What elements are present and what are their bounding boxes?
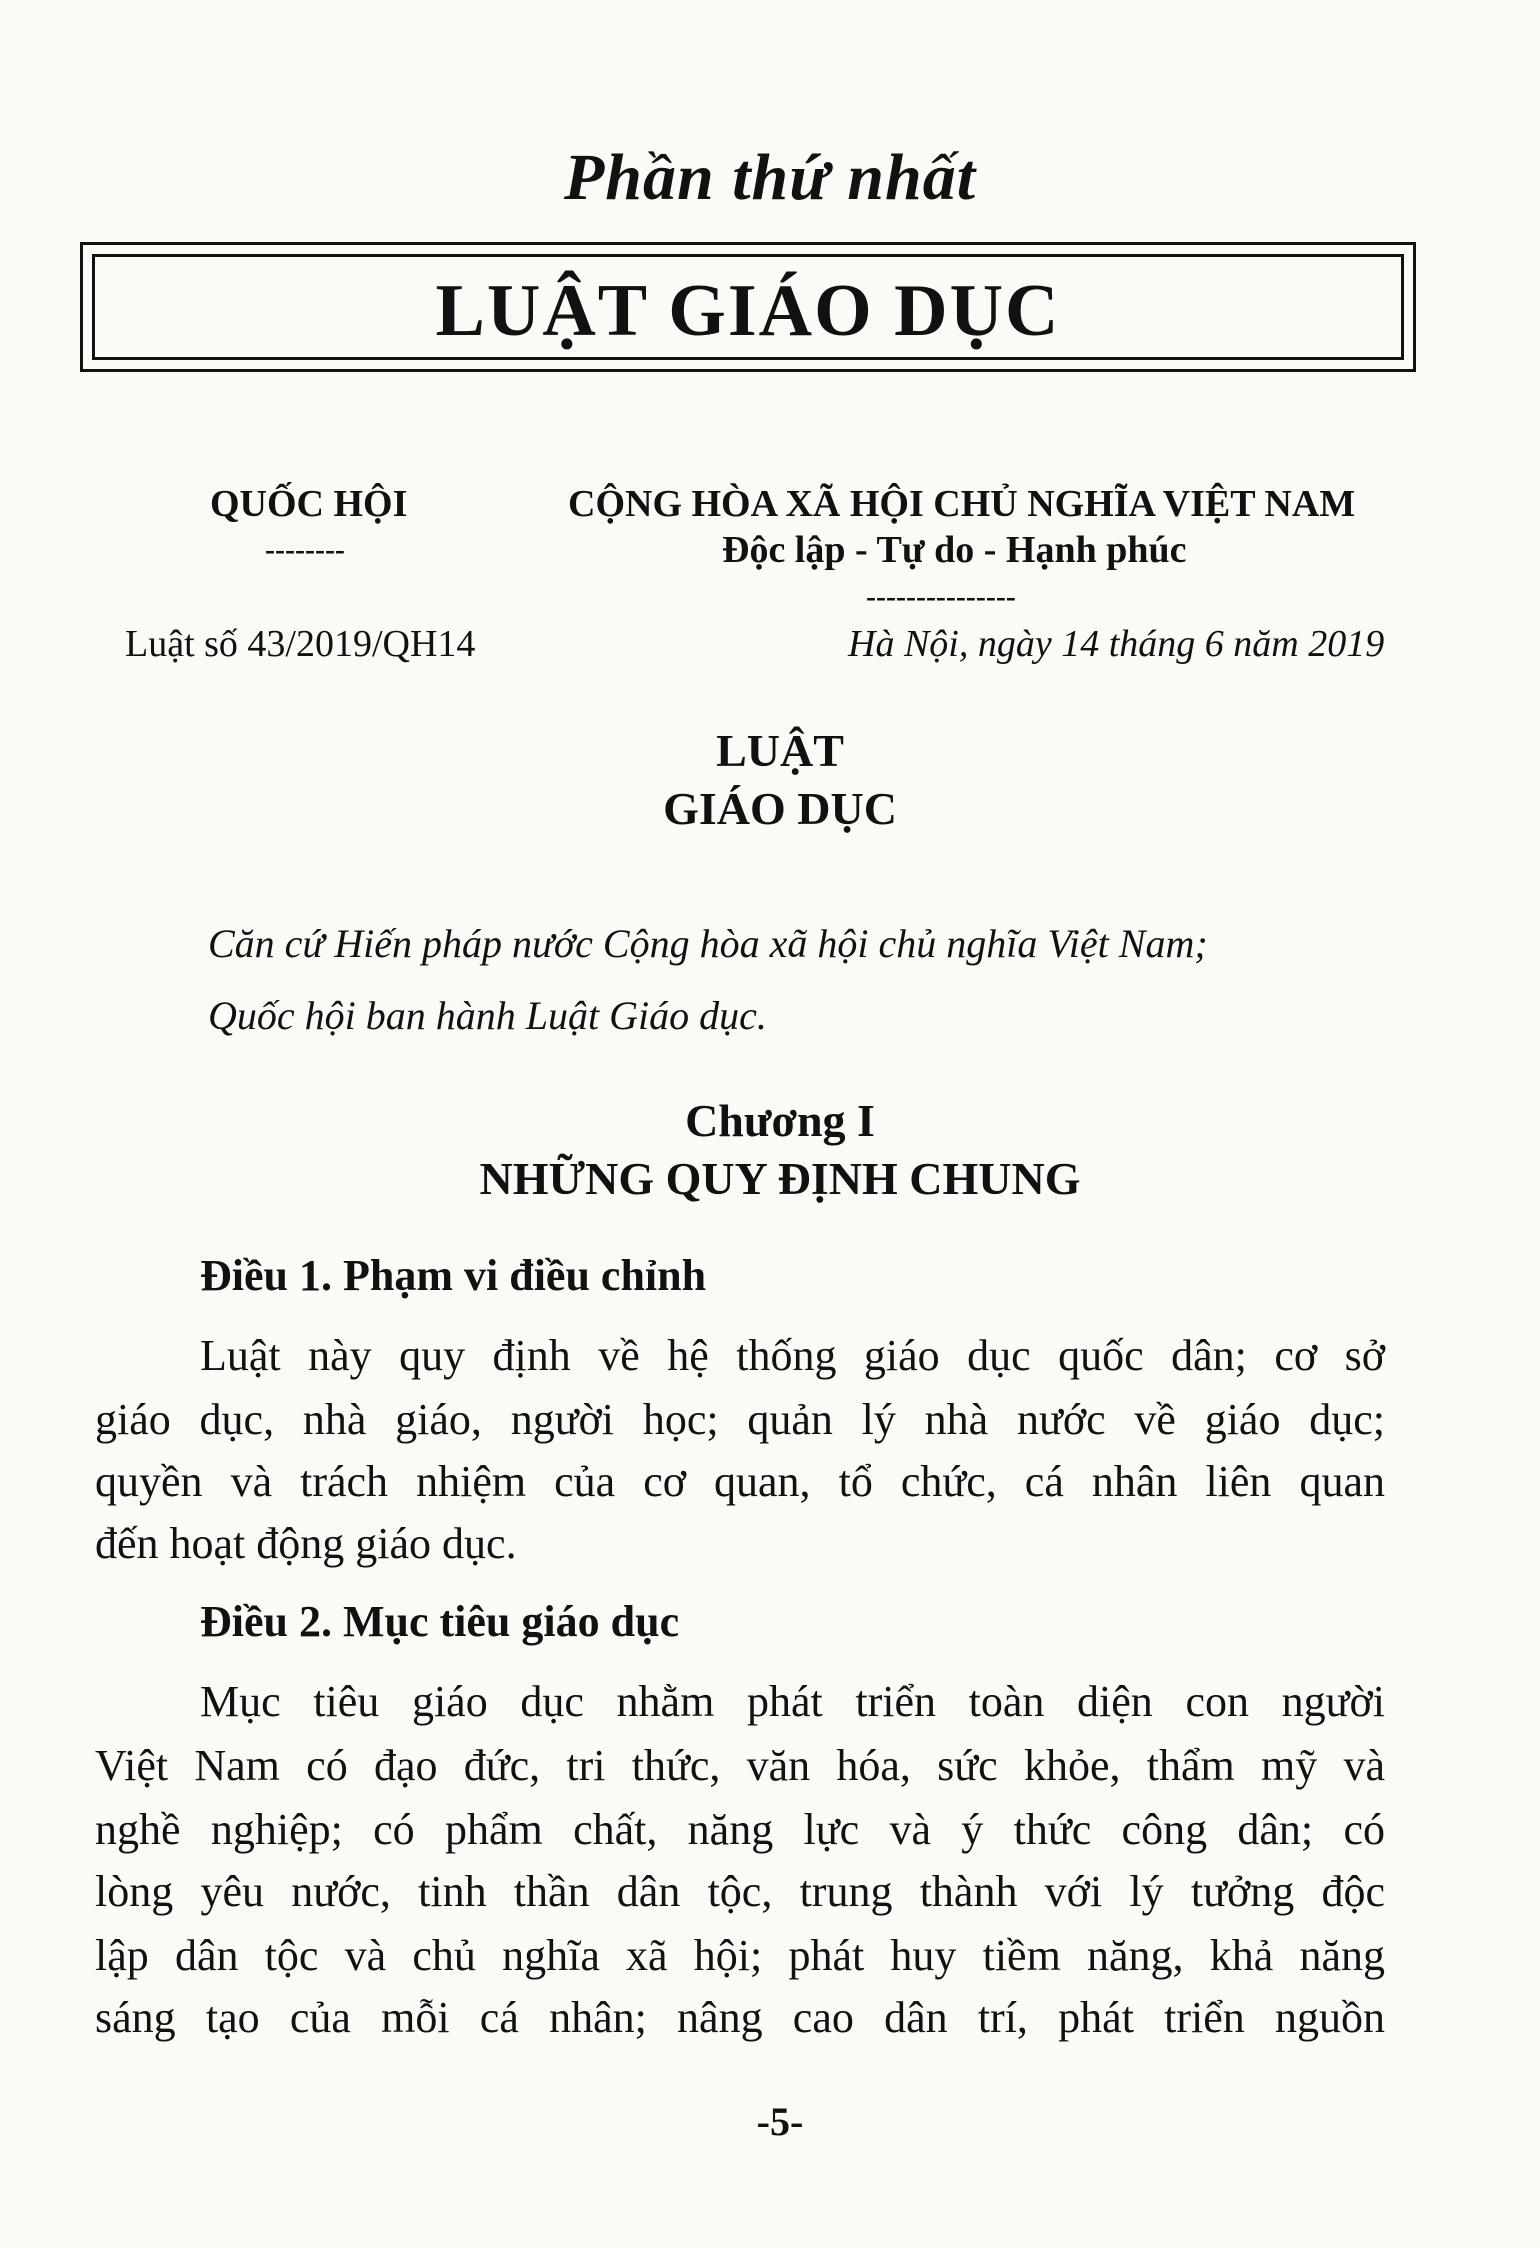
article-text-line: sáng tạo của mỗi cá nhân; nâng cao dân trí, phát triển nguồn	[95, 1993, 1385, 2042]
article-text-line: nghề nghiệp; có phẩm chất, năng lực và ý thức công dân; có	[95, 1805, 1385, 1854]
issuer-divider: --------	[265, 533, 345, 566]
national-motto: Độc lập - Tự do - Hạnh phúc	[722, 529, 1187, 571]
law-label: LUẬT	[716, 725, 844, 776]
chapter-title: NHỮNG QUY ĐỊNH CHUNG	[479, 1153, 1081, 1204]
article-text-line: lập dân tộc và chủ nghĩa xã hội; phát huy tiềm năng, khả năng	[95, 1931, 1385, 1980]
issue-date: Hà Nội, ngày 14 tháng 6 năm 2019	[848, 623, 1385, 665]
law-box-title: LUẬT GIÁO DỤC	[435, 270, 1061, 352]
article-heading: Điều 1. Phạm vi điều chỉnh	[200, 1251, 707, 1300]
law-name: GIÁO DỤC	[663, 783, 897, 834]
part-title: Phần thứ nhất	[563, 141, 977, 214]
issuer-name: QUỐC HỘI	[210, 483, 408, 525]
article-text-line: lòng yêu nước, tinh thần dân tộc, trung thành với lý tưởng độc	[95, 1867, 1385, 1916]
law-number: Luật số 43/2019/QH14	[125, 623, 476, 665]
preamble-line: Căn cứ Hiến pháp nước Cộng hòa xã hội chủ nghĩa Việt Nam;	[208, 921, 1208, 966]
article-text-line: Mục tiêu giáo dục nhằm phát triển toàn diện con người	[200, 1677, 1385, 1726]
preamble-line: Quốc hội ban hành Luật Giáo dục.	[208, 993, 767, 1038]
page-number: -5-	[756, 2099, 804, 2144]
chapter-number: Chương I	[685, 1095, 875, 1146]
article-text-line: Việt Nam có đạo đức, tri thức, văn hóa, sức khỏe, thẩm mỹ và	[95, 1741, 1385, 1790]
article-text-line: quyền và trách nhiệm của cơ quan, tổ chức, cá nhân liên quan	[95, 1457, 1385, 1506]
article-text-line: Luật này quy định về hệ thống giáo dục quốc dân; cơ sở	[200, 1331, 1385, 1380]
article-text-line: giáo dục, nhà giáo, người học; quản lý nhà nước về giáo dục;	[95, 1395, 1385, 1444]
article-text-line: đến hoạt động giáo dục.	[95, 1519, 517, 1568]
article-heading: Điều 2. Mục tiêu giáo dục	[200, 1597, 680, 1646]
country-name: CỘNG HÒA XÃ HỘI CHỦ NGHĨA VIỆT NAM	[568, 483, 1356, 525]
law-title-box	[80, 242, 1416, 372]
motto-divider: ---------------	[866, 580, 1016, 613]
